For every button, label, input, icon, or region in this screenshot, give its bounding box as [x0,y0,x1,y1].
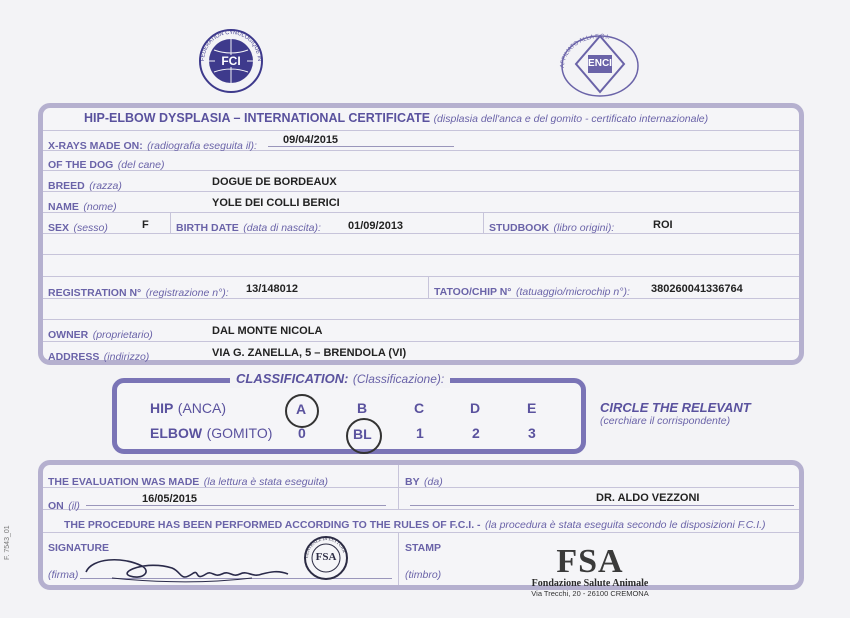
address-label: ADDRESS [48,351,100,363]
chip-row [434,282,630,300]
certificate-title [84,111,708,125]
fsa-logo [530,543,650,598]
fci-ring-text: FEDERATION CYNOLOGIQUE IN [199,29,263,62]
evaluation-by-it: (da) [424,476,443,488]
registration-label-it: (registrazione n°): [145,287,229,299]
hip-grade-c[interactable]: C [414,400,425,416]
stamp-it: (timbro) [405,569,442,581]
breed-value: DOGUE DE BORDEAUX [212,176,337,188]
fci-logo [198,28,264,94]
evaluation-made-row [48,472,328,490]
studbook-label: STUDBOOK [489,222,550,234]
certificate-title-text: HIP-ELBOW DYSPLASIA – INTERNATIONAL CERTIFICATE [84,111,431,125]
birth-row [176,218,321,236]
studbook-value: ROI [653,219,673,231]
stamp-ring-text: CENTRALE DI LETTURA [303,535,348,559]
owner-value: DAL MONTE NICOLA [212,325,323,337]
xrays-label: X-RAYS MADE ON: [48,140,143,152]
circle-instruction-text: CIRCLE THE RELEVANT [600,400,751,415]
evaluation-by-row [405,472,443,490]
classification-title-it: (Classificazione): [352,372,445,386]
elbow-row-label [150,425,272,443]
circle-instruction-it: (cerchiare il corrispondente) [600,415,731,427]
hip-label: HIP [150,400,174,416]
registration-value: 13/148012 [246,283,298,295]
elbow-grade-0[interactable]: 0 [298,425,306,441]
name-row [48,197,117,215]
classification-title-text: CLASSIFICATION: [236,371,349,386]
evaluation-by-value: DR. ALDO VEZZONI [596,492,700,504]
hip-row-label [150,400,226,418]
birth-value: 01/09/2013 [348,220,404,232]
owner-row [48,325,153,343]
procedure-text: THE PROCEDURE HAS BEEN PERFORMED ACCORDING TO THE RULES OF F.C.I. - [64,519,481,531]
dog-label-it: (del cane) [117,159,165,171]
signature-label: SIGNATURE [48,542,110,554]
registration-row [48,283,229,301]
form-code: F. 7543_01 [4,525,11,560]
fsa-address: Via Trecchi, 20 - 26100 CREMONA [531,589,649,598]
studbook-label-it: (libro origini): [553,222,615,234]
chip-label-it: (tatuaggio/microchip n°): [515,286,630,298]
hip-grade-b[interactable]: B [357,400,368,416]
evaluation-made-it: (la lettura è stata eseguita) [203,476,329,488]
hip-grade-e[interactable]: E [527,400,537,416]
enci-logo [558,28,642,98]
chip-value: 380260041336764 [651,283,743,295]
xrays-label-it: (radiografia eseguita il): [147,140,257,152]
sex-label-it: (sesso) [73,222,108,234]
hip-label-it: (ANCA) [177,400,227,416]
birth-label: BIRTH DATE [176,222,239,234]
fsa-name: Fondazione Salute Animale [531,578,649,589]
address-row [48,347,149,365]
hip-grade-d[interactable]: D [470,400,481,416]
enci-ring-text: AFFILIATO ALLA F.C.I. [559,33,611,69]
address-label-it: (indirizzo) [103,351,150,363]
certificate-title-it: (displasia dell'anca e del gomito - certificato internazionale) [433,113,709,125]
registration-label: REGISTRATION N° [48,287,142,299]
evaluation-by-label: BY [405,476,420,488]
name-label-it: (nome) [83,201,117,213]
breed-label-it: (razza) [89,180,122,192]
evaluation-on-label: ON [48,500,64,512]
fsa-round-stamp [303,535,349,581]
sex-row [48,218,108,236]
xrays-value: 09/04/2015 [283,134,339,146]
sex-value: F [142,219,149,231]
evaluation-on-value: 16/05/2015 [142,493,198,505]
signature-scribble [82,548,302,588]
sex-label: SEX [48,222,70,234]
xrays-row [48,136,257,154]
elbow-grade-3[interactable]: 3 [528,425,536,441]
procedure-row [64,515,766,533]
breed-label: BREED [48,180,85,192]
evaluation-on-it: (il) [68,500,80,512]
dog-row [48,155,165,173]
owner-label: OWNER [48,329,89,341]
name-label: NAME [48,201,79,213]
address-value: VIA G. ZANELLA, 5 – BRENDOLA (VI) [212,347,407,359]
elbow-grade-bl[interactable]: BL [353,426,372,442]
signature-it: (firma) [48,569,79,581]
birth-label-it: (data di nascita): [243,222,321,234]
elbow-label-it: (GOMITO) [206,425,273,441]
name-value: YOLE DEI COLLI BERICI [212,197,340,209]
procedure-it: (la procedura è stata eseguita secondo le disposizioni F.C.I.) [484,519,766,531]
stamp-label: STAMP [405,542,441,554]
hip-grade-a[interactable]: A [296,401,307,417]
evaluation-made-label: THE EVALUATION WAS MADE [48,476,200,488]
elbow-grade-2[interactable]: 2 [472,425,480,441]
elbow-label: ELBOW [150,425,203,441]
chip-label: TATOO/CHIP N° [434,286,512,298]
dog-label: OF THE DOG [48,159,114,171]
classification-title [230,370,450,388]
circle-instruction [600,400,751,427]
owner-label-it: (proprietario) [92,329,153,341]
breed-row [48,176,122,194]
elbow-grade-1[interactable]: 1 [416,425,424,441]
fsa-logo-mark: FSA [556,543,624,580]
evaluation-on-row [48,496,80,514]
fci-logo-label: FCI [221,54,241,68]
enci-logo-label: ENCI [588,58,612,69]
fsa-round-stamp-text: FSA [315,551,337,563]
studbook-row [489,218,614,236]
